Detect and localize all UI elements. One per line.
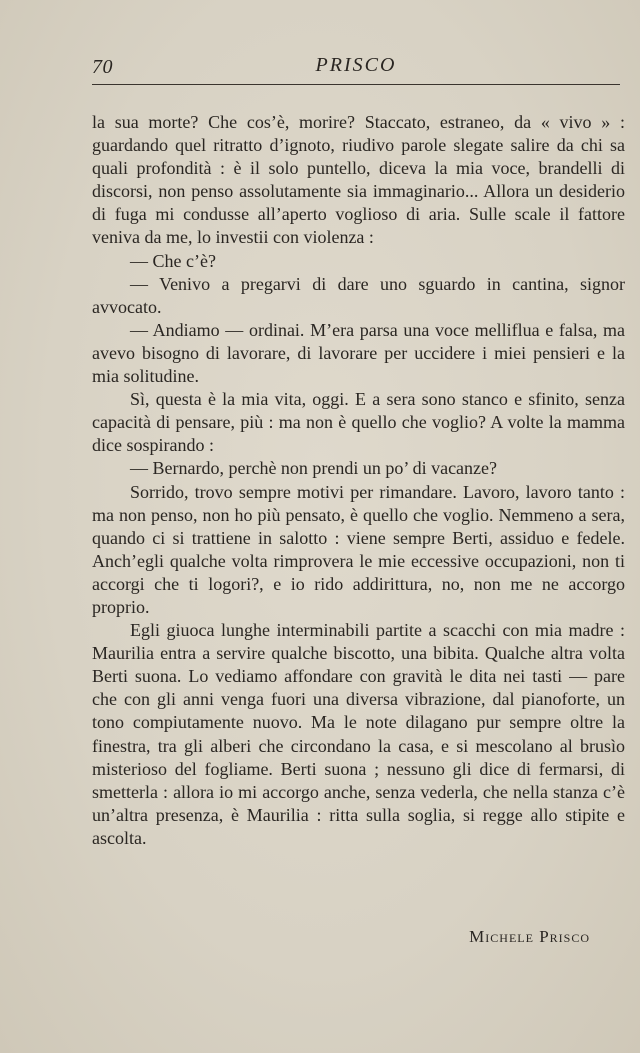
running-title: PRISCO [315,54,397,76]
body-text [92,111,625,850]
paragraph: — Bernardo, perchè non prendi un po’ di vacanze? [130,458,498,479]
paragraph: — Andiamo — ordinai. M’era parsa una voce melliflua e falsa, ma avevo bisogno di lavorare, di lavorare per uccidere i miei pensieri e la mia solitudine. [92,319,625,387]
paragraph: la sua morte? Che cos’è, morire? Staccato, estraneo, da « vivo » : guardando quel ritratto d’ignoto, riudivo parole slegate salire da chi sa quali profondità : è il solo puntello, diceva la mia voce, brandelli di discorsi, non penso assolutamente sia immaginario... Allora un desiderio di fuga mi condusse all’aperto voglioso di aria. Sulle scale il fattore veniva da me, lo investii con violenza : [92,112,625,248]
paragraph: Egli giuoca lunghe interminabili partite a scacchi con mia madre : Maurilia entra a servire qualche biscotto, una bibita. Qualche altra volta Berti suona. Lo vediamo affondare con gravità le dita nei tasti — pare che con gli anni venga fuori una diversa vibrazione, dal pianoforte, un tono compiutamente nuovo. Ma le note dilagano pur sempre oltre la finestra, tra gli alberi che circondano la casa, e si mescolano al brusìo misterioso del fogliame. Berti suona ; nessuno gli dice di fermarsi, di smetterla : allora io mi accorgo anche, senza vederla, che nella stanza c’è un’altra presenza, è Maurilia : ritta sulla soglia, si regge allo stipite e ascolta. [92,620,625,848]
paragraph: — Venivo a pregarvi di dare uno sguardo in cantina, signor avvocato. [92,273,625,317]
paragraph: Sì, questa è la mia vita, oggi. E a sera sono stanco e sfinito, senza capacità di pensare, più : ma non è quello che voglio? A volte la mamma dice sospirando : [92,389,625,456]
paragraph: Sorrido, trovo sempre motivi per rimandare. Lavoro, lavoro tanto : ma non penso, non ho più pensato, è quello che voglio. Nemmeno a sera, quando ci si trattiene in salotto : viene sempre Berti, assiduo e fedele. Anch’egli qualche volta rimprovera le mie eccessive occupazioni, non ti accorgi che ti logori?, e io rido addirittura, no, non me ne accorgo proprio. [92,481,625,617]
author-signature: Michele Prisco [469,927,590,946]
page-header [92,52,620,80]
page-number: 70 [92,56,113,78]
paragraph: — Che c’è? [130,250,216,271]
header-rule [92,84,620,85]
